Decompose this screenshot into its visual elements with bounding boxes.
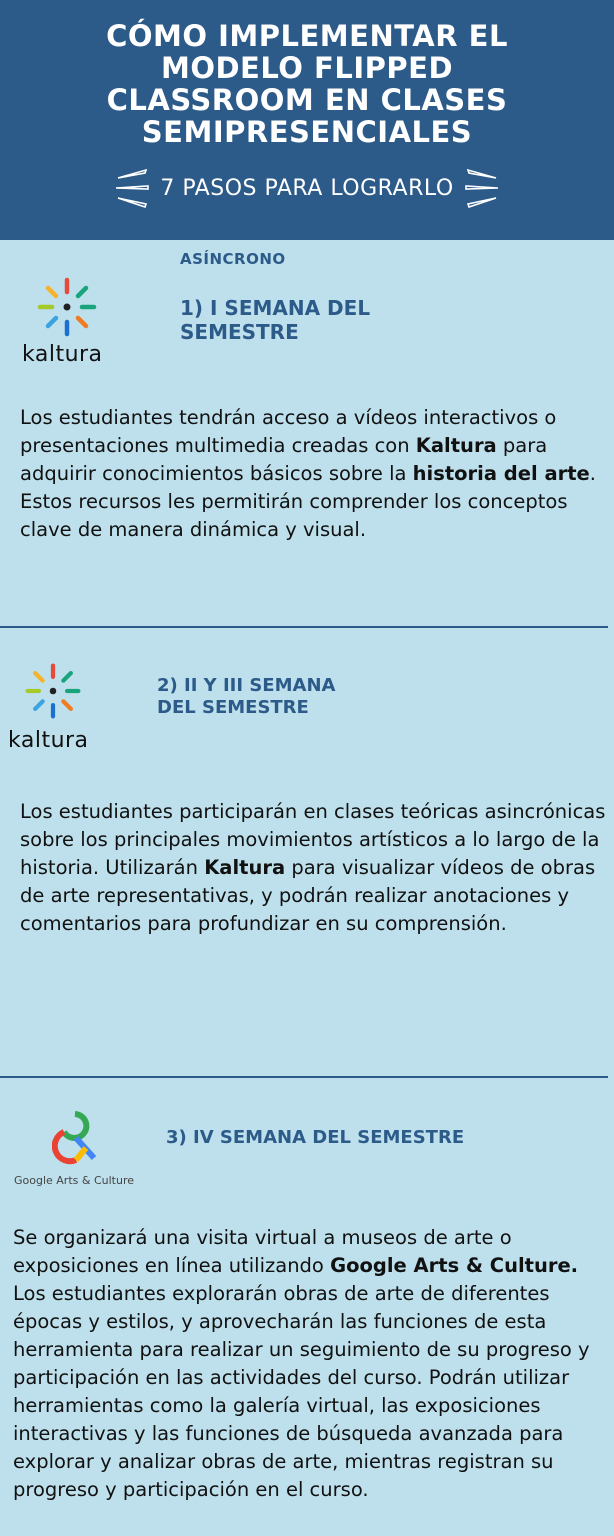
kaltura-logo-text: kaltura [8,728,89,753]
right-rays-icon [464,168,500,208]
step-1-bold-kaltura: Kaltura [415,434,497,457]
section-step-3 [0,1080,614,1536]
step-1-title-line-1: 1) I SEMANA DEL [180,296,371,320]
step-2-title [157,675,335,719]
page-title [0,20,614,148]
step-1-title-line-2: SEMESTRE [180,320,299,344]
step-3-text-a: Se organizará una visita virtual a museos de arte o exposiciones en línea utilizando [13,1226,512,1277]
step-1-text-b: para adquirir conocimientos básicos sobre la [20,434,548,485]
divider-1 [0,626,608,628]
step-2-bold-kaltura: Kaltura [204,856,286,879]
step-3-bold-google: Google Arts & Culture. [330,1254,579,1277]
left-rays-icon [114,168,150,208]
step-2-text-a: Los estudiantes participarán en clases teóricas asincrónicas sobre los principales movimientos artísticos a lo largo de la historia. Utilizarán [20,800,606,879]
step-1-body [20,404,610,544]
step-1-title [180,296,370,344]
google-arts-culture-logo-text: Google Arts & Culture [14,1174,134,1187]
step-2-body [20,798,610,938]
step-2-text-b: para visualizar vídeos de obras de arte representativas, y podrán realizar anotaciones y comentarios para profundizar en su comprensión. [20,856,596,935]
header-banner [0,0,614,240]
step-1-bold-history: historia del arte [412,462,590,485]
section-step-1 [0,240,614,630]
kaltura-logo-icon [34,274,100,340]
subtitle: 7 PASOS PARA LOGRARLO [160,175,454,201]
divider-2 [0,1076,608,1078]
step-2-title-line-2: DEL SEMESTRE [157,697,309,718]
subtitle-row [0,168,614,208]
step-3-body [13,1224,609,1504]
title-line-1: CÓMO IMPLEMENTAR EL [106,19,508,53]
title-line-3: CLASSROOM EN CLASES [106,83,508,117]
step-1-text-a: Los estudiantes tendrán acceso a vídeos interactivos o presentaciones multimedia creadas con [20,406,557,457]
title-line-2: MODELO FLIPPED [160,51,454,85]
kaltura-logo-icon [22,660,84,722]
step-3-text-b: Los estudiantes explorarán obras de arte de diferentes épocas y estilos, y aprovecharán las funciones de esta herramienta para realizar un seguimiento de su progreso y participación en las actividades del curso. Podrán utilizar herramientas como la galería virtual, las exposiciones interactivas y las funciones de búsqueda avanzada para explorar y analizar obras de arte, mientras registran su progreso y participación en el curso. [13,1282,590,1501]
step-1-text-c: . Estos recursos les permitirán comprender los conceptos clave de manera dinámica y visual. [20,462,596,541]
title-line-4: SEMIPRESENCIALES [141,115,473,149]
step-2-title-line-1: 2) II Y III SEMANA [157,675,336,696]
async-tag: ASÍNCRONO [180,250,286,268]
google-arts-culture-logo-icon [52,1108,98,1166]
kaltura-logo-text: kaltura [22,342,103,367]
step-3-title: 3) IV SEMANA DEL SEMESTRE [166,1127,465,1148]
section-step-2 [0,630,614,1076]
